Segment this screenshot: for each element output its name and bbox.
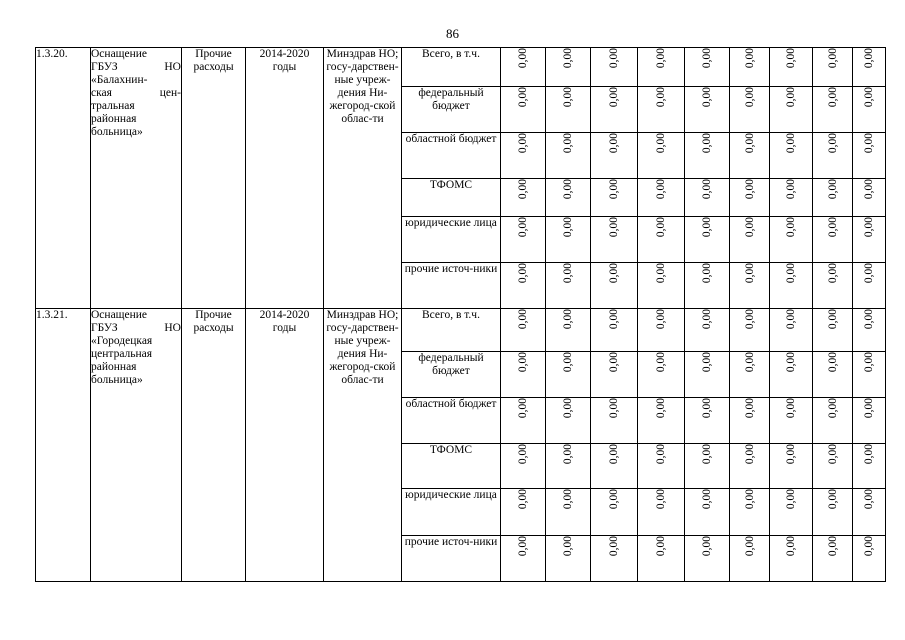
- funding-value-cell: [853, 48, 886, 87]
- funding-value-cell: [813, 133, 853, 179]
- funding-value-cell: [638, 263, 685, 309]
- funding-value-cell: [685, 217, 730, 263]
- expense-type: Прочие расходы: [182, 309, 246, 582]
- funding-value-cell: [546, 444, 591, 489]
- funding-value: 0,00: [608, 263, 620, 284]
- funding-value: 0,00: [517, 217, 529, 238]
- funding-value-cell: [853, 309, 886, 352]
- item-name: [91, 309, 182, 582]
- funding-value-cell: [730, 352, 770, 398]
- funding-value-cell: [770, 263, 813, 309]
- funding-value: 0,00: [655, 352, 667, 373]
- funding-value-cell: [813, 309, 853, 352]
- funding-value: 0,00: [826, 309, 839, 330]
- funding-value: 0,00: [701, 48, 713, 69]
- funding-value: 0,00: [608, 133, 620, 154]
- funding-value: 0,00: [701, 217, 713, 238]
- funding-value: 0,00: [785, 352, 797, 373]
- funding-value: 0,00: [863, 444, 875, 465]
- funding-value-cell: [546, 48, 591, 87]
- funding-value-cell: [770, 489, 813, 536]
- funding-value-cell: [813, 536, 853, 582]
- funding-value-cell: [591, 179, 638, 217]
- funding-value-cell: [813, 179, 853, 217]
- funding-value-cell: [685, 179, 730, 217]
- funding-value: 0,00: [517, 48, 529, 69]
- funding-value-cell: [770, 48, 813, 87]
- funding-value: 0,00: [785, 398, 797, 419]
- item-name-line: тральная: [91, 100, 135, 112]
- funding-value: 0,00: [785, 48, 797, 69]
- funding-value-cell: [685, 48, 730, 87]
- funding-value-cell: [591, 444, 638, 489]
- funding-source-label: ТФОМС: [402, 179, 501, 217]
- funding-value: 0,00: [743, 133, 756, 154]
- funding-value: 0,00: [826, 133, 839, 154]
- executor: Минздрав НО; госу-дарствен-ные учреж-дения Ни-жегород-ской облас-ти: [324, 48, 402, 309]
- funding-value: 0,00: [517, 309, 529, 330]
- funding-value-cell: [685, 263, 730, 309]
- expense-type: Прочие расходы: [182, 48, 246, 309]
- funding-value-cell: [730, 179, 770, 217]
- funding-value: 0,00: [826, 179, 839, 200]
- funding-value: 0,00: [785, 489, 797, 510]
- funding-value-cell: [813, 398, 853, 444]
- funding-value: 0,00: [785, 87, 797, 108]
- funding-value: 0,00: [863, 133, 875, 154]
- funding-value: 0,00: [785, 536, 797, 557]
- funding-value-cell: [730, 309, 770, 352]
- funding-value: 0,00: [785, 309, 797, 330]
- funding-source-label: Всего, в т.ч.: [402, 309, 501, 352]
- funding-value: 0,00: [562, 87, 574, 108]
- funding-value: 0,00: [743, 217, 756, 238]
- funding-value: 0,00: [655, 179, 667, 200]
- funding-value-cell: [813, 263, 853, 309]
- item-name-word: НО: [164, 322, 181, 334]
- funding-value-cell: [730, 263, 770, 309]
- funding-value: 0,00: [863, 489, 875, 510]
- funding-value: 0,00: [608, 352, 620, 373]
- funding-value: 0,00: [655, 489, 667, 510]
- funding-value: 0,00: [562, 179, 574, 200]
- item-name-word: ГБУЗ: [91, 61, 118, 73]
- funding-value: 0,00: [785, 263, 797, 284]
- funding-value-cell: [638, 133, 685, 179]
- funding-value-cell: [546, 179, 591, 217]
- funding-value: 0,00: [743, 48, 756, 69]
- funding-source-label: прочие источ-ники: [402, 263, 501, 309]
- funding-value: 0,00: [863, 536, 875, 557]
- funding-value-cell: [501, 536, 546, 582]
- funding-value-cell: [546, 217, 591, 263]
- funding-value: 0,00: [743, 536, 756, 557]
- funding-value-cell: [591, 352, 638, 398]
- funding-value: 0,00: [826, 398, 839, 419]
- funding-value: 0,00: [701, 87, 713, 108]
- funding-value: 0,00: [826, 87, 839, 108]
- item-name-line: районная: [91, 113, 137, 125]
- funding-value-cell: [853, 179, 886, 217]
- funding-value: 0,00: [743, 398, 756, 419]
- funding-value-cell: [730, 398, 770, 444]
- funding-value: 0,00: [863, 398, 875, 419]
- funding-value: 0,00: [743, 352, 756, 373]
- funding-value: 0,00: [701, 489, 713, 510]
- funding-value-cell: [685, 489, 730, 536]
- funding-value: 0,00: [743, 87, 756, 108]
- funding-value: 0,00: [562, 263, 574, 284]
- funding-value: 0,00: [826, 489, 839, 510]
- funding-source-label: федеральный бюджет: [402, 87, 501, 133]
- funding-value: 0,00: [743, 489, 756, 510]
- funding-value-cell: [853, 444, 886, 489]
- funding-value: 0,00: [517, 489, 529, 510]
- funding-value: 0,00: [826, 444, 839, 465]
- funding-value-cell: [546, 133, 591, 179]
- funding-value: 0,00: [826, 48, 839, 69]
- item-name-line: центральная: [91, 348, 153, 360]
- funding-value: 0,00: [743, 309, 756, 330]
- funding-value: 0,00: [826, 536, 839, 557]
- funding-value-cell: [853, 133, 886, 179]
- funding-value-cell: [591, 489, 638, 536]
- funding-value-cell: [685, 133, 730, 179]
- item-name: [91, 48, 182, 309]
- funding-value: 0,00: [562, 133, 574, 154]
- funding-source-label: юридические лица: [402, 489, 501, 536]
- funding-value-cell: [591, 263, 638, 309]
- funding-value-cell: [853, 263, 886, 309]
- funding-value-cell: [638, 398, 685, 444]
- funding-value-cell: [591, 536, 638, 582]
- item-name-line: Оснащение: [91, 309, 148, 321]
- funding-value-cell: [685, 536, 730, 582]
- funding-value-cell: [501, 48, 546, 87]
- item-name-word: цен-: [159, 87, 181, 99]
- item-number: 1.3.21.: [36, 309, 91, 582]
- implementation-period: 2014-2020 годы: [246, 48, 324, 309]
- funding-value-cell: [638, 309, 685, 352]
- funding-value: 0,00: [655, 48, 667, 69]
- funding-value-cell: [813, 48, 853, 87]
- executor: Минздрав НО; госу-дарствен-ные учреж-дения Ни-жегород-ской облас-ти: [324, 309, 402, 582]
- funding-value: 0,00: [701, 133, 713, 154]
- funding-value-cell: [638, 352, 685, 398]
- funding-value-cell: [546, 352, 591, 398]
- funding-value-cell: [853, 489, 886, 536]
- item-name-line: Оснащение: [91, 48, 148, 60]
- funding-source-label: областной бюджет: [402, 133, 501, 179]
- funding-value: 0,00: [743, 179, 756, 200]
- funding-value-cell: [813, 489, 853, 536]
- funding-value-cell: [638, 536, 685, 582]
- funding-value-cell: [770, 217, 813, 263]
- funding-value: 0,00: [608, 179, 620, 200]
- funding-value-cell: [546, 489, 591, 536]
- funding-value: 0,00: [826, 263, 839, 284]
- funding-value: 0,00: [517, 263, 529, 284]
- funding-value: 0,00: [701, 179, 713, 200]
- funding-value: 0,00: [785, 179, 797, 200]
- funding-value: 0,00: [785, 217, 797, 238]
- funding-value: 0,00: [517, 87, 529, 108]
- item-name-line: районная: [91, 361, 137, 373]
- funding-value: 0,00: [608, 48, 620, 69]
- item-name-word: ская: [91, 87, 112, 99]
- funding-value-cell: [853, 398, 886, 444]
- budget-table: [35, 47, 886, 582]
- funding-value-cell: [591, 398, 638, 444]
- funding-value: 0,00: [826, 352, 839, 373]
- funding-value-cell: [730, 133, 770, 179]
- funding-value: 0,00: [608, 217, 620, 238]
- implementation-period: 2014-2020 годы: [246, 309, 324, 582]
- funding-value-cell: [813, 217, 853, 263]
- funding-value-cell: [638, 217, 685, 263]
- item-name-word: ГБУЗ: [91, 322, 118, 334]
- funding-value: 0,00: [562, 217, 574, 238]
- funding-value: 0,00: [701, 352, 713, 373]
- funding-value: 0,00: [863, 87, 875, 108]
- funding-value-cell: [638, 87, 685, 133]
- funding-value-cell: [730, 48, 770, 87]
- funding-value: 0,00: [562, 398, 574, 419]
- funding-value: 0,00: [863, 352, 875, 373]
- funding-value-cell: [770, 352, 813, 398]
- funding-value: 0,00: [608, 87, 620, 108]
- table-row: [36, 48, 886, 87]
- funding-value: 0,00: [863, 263, 875, 284]
- funding-value: 0,00: [562, 444, 574, 465]
- funding-value-cell: [730, 536, 770, 582]
- funding-value: 0,00: [517, 398, 529, 419]
- funding-value-cell: [770, 179, 813, 217]
- funding-value-cell: [546, 398, 591, 444]
- funding-source-label: юридические лица: [402, 217, 501, 263]
- funding-value: 0,00: [517, 179, 529, 200]
- funding-value-cell: [853, 536, 886, 582]
- page-number: 86: [446, 26, 459, 41]
- funding-value: 0,00: [863, 309, 875, 330]
- funding-value-cell: [501, 309, 546, 352]
- funding-source-label: прочие источ-ники: [402, 536, 501, 582]
- funding-value: 0,00: [655, 398, 667, 419]
- funding-value: 0,00: [701, 398, 713, 419]
- funding-value-cell: [546, 536, 591, 582]
- funding-value: 0,00: [785, 133, 797, 154]
- item-name-line: «Городецкая: [91, 335, 153, 347]
- funding-value-cell: [730, 217, 770, 263]
- funding-value: 0,00: [562, 309, 574, 330]
- funding-value: 0,00: [517, 133, 529, 154]
- funding-value: 0,00: [655, 133, 667, 154]
- table-body: [36, 48, 886, 582]
- funding-value: 0,00: [863, 48, 875, 69]
- funding-value-cell: [770, 398, 813, 444]
- funding-value-cell: [685, 352, 730, 398]
- funding-value: 0,00: [562, 489, 574, 510]
- funding-value-cell: [501, 179, 546, 217]
- funding-value-cell: [685, 444, 730, 489]
- funding-value: 0,00: [863, 217, 875, 238]
- funding-source-label: ТФОМС: [402, 444, 501, 489]
- funding-value-cell: [770, 309, 813, 352]
- funding-value-cell: [638, 489, 685, 536]
- funding-value-cell: [591, 48, 638, 87]
- funding-value: 0,00: [562, 48, 574, 69]
- funding-value-cell: [638, 48, 685, 87]
- funding-value-cell: [730, 87, 770, 133]
- funding-value-cell: [685, 398, 730, 444]
- funding-value-cell: [546, 309, 591, 352]
- funding-value: 0,00: [701, 309, 713, 330]
- funding-value-cell: [770, 133, 813, 179]
- funding-value-cell: [501, 133, 546, 179]
- funding-value-cell: [853, 352, 886, 398]
- funding-value-cell: [853, 87, 886, 133]
- funding-value: 0,00: [655, 309, 667, 330]
- funding-value-cell: [730, 444, 770, 489]
- funding-value-cell: [501, 444, 546, 489]
- funding-value-cell: [685, 309, 730, 352]
- funding-value-cell: [501, 87, 546, 133]
- funding-value-cell: [501, 398, 546, 444]
- funding-value: 0,00: [562, 536, 574, 557]
- funding-value: 0,00: [863, 179, 875, 200]
- table-row: [36, 309, 886, 352]
- funding-source-label: Всего, в т.ч.: [402, 48, 501, 87]
- funding-value-cell: [638, 179, 685, 217]
- funding-value: 0,00: [655, 444, 667, 465]
- funding-value: 0,00: [608, 536, 620, 557]
- funding-value: 0,00: [826, 217, 839, 238]
- funding-value: 0,00: [655, 263, 667, 284]
- funding-value-cell: [685, 87, 730, 133]
- item-name-line: «Балахнин-: [91, 74, 148, 86]
- funding-value-cell: [591, 309, 638, 352]
- funding-source-label: областной бюджет: [402, 398, 501, 444]
- funding-value-cell: [813, 444, 853, 489]
- funding-value-cell: [546, 263, 591, 309]
- item-name-word: НО: [164, 61, 181, 73]
- funding-value-cell: [770, 87, 813, 133]
- funding-value-cell: [546, 87, 591, 133]
- item-name-line: [91, 87, 181, 100]
- funding-value-cell: [501, 352, 546, 398]
- funding-value-cell: [730, 489, 770, 536]
- funding-value: 0,00: [517, 444, 529, 465]
- funding-value: 0,00: [701, 263, 713, 284]
- funding-value: 0,00: [608, 444, 620, 465]
- funding-value-cell: [591, 217, 638, 263]
- funding-value: 0,00: [743, 444, 756, 465]
- item-name-line: больница»: [91, 126, 143, 138]
- funding-value-cell: [853, 217, 886, 263]
- funding-value-cell: [501, 217, 546, 263]
- funding-value-cell: [770, 444, 813, 489]
- funding-value: 0,00: [608, 309, 620, 330]
- funding-source-label: федеральный бюджет: [402, 352, 501, 398]
- funding-value: 0,00: [608, 398, 620, 419]
- funding-value-cell: [813, 87, 853, 133]
- item-number: 1.3.20.: [36, 48, 91, 309]
- item-name-line: больница»: [91, 374, 143, 386]
- funding-value: 0,00: [608, 489, 620, 510]
- funding-value-cell: [770, 536, 813, 582]
- funding-value: 0,00: [655, 87, 667, 108]
- item-name-line: [91, 322, 181, 335]
- funding-value-cell: [501, 263, 546, 309]
- funding-value-cell: [638, 444, 685, 489]
- funding-value: 0,00: [517, 352, 529, 373]
- item-name-line: [91, 61, 181, 74]
- funding-value-cell: [591, 133, 638, 179]
- funding-value-cell: [813, 352, 853, 398]
- funding-value: 0,00: [701, 444, 713, 465]
- funding-value: 0,00: [743, 263, 756, 284]
- funding-value: 0,00: [517, 536, 529, 557]
- funding-value-cell: [591, 87, 638, 133]
- funding-value: 0,00: [655, 536, 667, 557]
- funding-value: 0,00: [562, 352, 574, 373]
- funding-value: 0,00: [785, 444, 797, 465]
- funding-value: 0,00: [655, 217, 667, 238]
- funding-value: 0,00: [701, 536, 713, 557]
- funding-value-cell: [501, 489, 546, 536]
